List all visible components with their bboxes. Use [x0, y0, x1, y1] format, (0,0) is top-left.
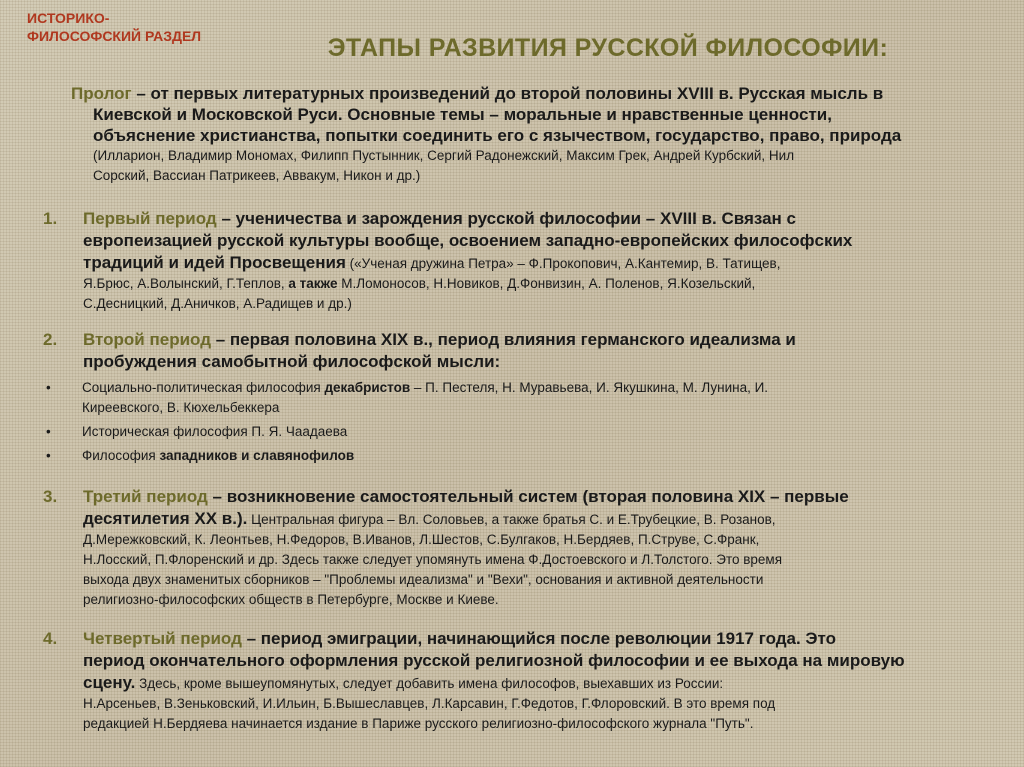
bullet-3-bold: западников и славянофилов [159, 448, 355, 463]
period-3-line2: десятилетия XX в.). [83, 509, 248, 528]
section-label-line2: ФИЛОСОФСКИЙ РАЗДЕЛ [27, 28, 202, 44]
bullet-2-text: Историческая философия П. Я. Чаадаева [82, 424, 348, 439]
period-3-small5: религиозно-философских обществ в Петербурге, Москве и Киеве. [83, 592, 499, 607]
period-4-small2: Н.Арсеньев, В.Зеньковский, И.Ильин, Б.Вышеславцев, Л.Карсавин, Г.Федотов, Г.Флоровский. В это время под [83, 696, 776, 711]
period-3-line1: – возникновение самостоятельный систем (вторая половина XIX – первые [207, 487, 849, 506]
list-item [40, 378, 980, 418]
period-1-small2c: М.Ломоносов, Н.Новиков, Д.Фонвизин, А. Поленов, Я.Козельский, [337, 276, 756, 291]
bullet-marker: • [46, 380, 51, 395]
period-1-number: 1. [43, 209, 58, 228]
period-4-small1: Здесь, кроме вышеупомянутых, следует добавить имена философов, выехавших из России: [135, 676, 724, 691]
prolog-line2: Киевской и Московской Руси. Основные темы – моральные и нравственные ценности, [93, 105, 832, 124]
period-3-term: Третий период [83, 487, 208, 506]
prolog-paragraph [71, 83, 976, 186]
period-1-small2a: Я.Брюс, А.Волынский, Г.Теплов, [83, 276, 289, 291]
period-2-term: Второй период [83, 330, 211, 349]
bullet-marker: • [46, 424, 51, 439]
list-item [40, 422, 980, 442]
section-label-line1: ИСТОРИКО- [27, 10, 110, 26]
period-1-line1: – ученичества и зарождения русской философии – XVIII в. Связан с [216, 209, 796, 228]
list-item [40, 446, 980, 466]
period-4-line2: период окончательного оформления русской религиозной философии и ее выхода на мировую [83, 651, 905, 670]
period-1-line3: традиций и идей Просвещения [83, 253, 346, 272]
period-1-small3: С.Десницкий, Д.Аничков, А.Радищев и др.) [83, 296, 352, 311]
period-3-small3: Н.Лосский, П.Флоренский и др. Здесь также следует упомянуть имена Ф.Достоевского и Л.Толстого. Это время [83, 552, 783, 567]
page-title: ЭТАПЫ РАЗВИТИЯ РУССКОЙ ФИЛОСОФИИ: [327, 34, 889, 62]
bullet-1-rest: – П. Пестеля, Н. Муравьева, И. Якушкина, М. Лунина, И. [410, 380, 769, 395]
period-3-small4: выхода двух знаменитых сборников – "Проблемы идеализма" и "Вехи", основания и активной деятельности [83, 572, 764, 587]
period-1-term: Первый период [83, 209, 217, 228]
period-1 [43, 208, 988, 314]
prolog-names1: (Илларион, Владимир Мономах, Филипп Пустынник, Сергий Радонежский, Максим Грек, Андрей Курбский, Нил [93, 148, 795, 163]
period-2 [43, 329, 988, 373]
period-4-line1: – период эмиграции, начинающийся после революции 1917 года. Это [241, 629, 837, 648]
period-1-small2b: а также [288, 276, 338, 291]
bullet-1-text: Социально-политическая философия [82, 380, 325, 395]
bullet-1-bold: декабристов [324, 380, 411, 395]
prolog-term: Пролог [71, 84, 132, 103]
period-2-number: 2. [43, 330, 58, 349]
period-1-line2: европеизацией русской культуры вообще, освоением западно-европейских философских [83, 231, 853, 250]
period-1-small1: («Ученая дружина Петра» – Ф.Прокопович, А.Кантемир, В. Татищев, [345, 256, 781, 271]
period-4-number: 4. [43, 629, 58, 648]
period-3-small2: Д.Мережковский, К. Леонтьев, Н.Федоров, В.Иванов, Л.Шестов, С.Булгаков, Н.Бердяев, П.Струве, С.Франк, [83, 532, 760, 547]
prolog-names2: Сорский, Вассиан Патрикеев, Аввакум, Никон и др.) [93, 168, 421, 183]
bullet-marker: • [46, 448, 51, 463]
period-2-line2: пробуждения самобытной философской мысли: [83, 352, 501, 371]
period-3-small1: Центральная фигура – Вл. Соловьев, а также братья С. и Е.Трубецкие, В. Розанов, [247, 512, 776, 527]
period-4-line3: сцену. [83, 673, 136, 692]
prolog-line3: объяснение христианства, попытки соединить его с язычеством, государство, право, природа [93, 126, 902, 145]
period-4 [43, 628, 988, 734]
bullet-1-line2: Киреевского, В. Кюхельбеккера [82, 400, 280, 415]
period-3-number: 3. [43, 487, 58, 506]
period-2-bullets [40, 378, 980, 470]
bullet-3-text: Философия [82, 448, 160, 463]
period-3 [43, 486, 988, 610]
period-4-small3: редакцией Н.Бердяева начинается издание в Париже русского религиозно-философского журнала "Путь". [83, 716, 754, 731]
period-4-term: Четвертый период [83, 629, 242, 648]
period-2-line1: – первая половина XIX в., период влияния германского идеализма и [211, 330, 796, 349]
prolog-line1: – от первых литературных произведений до второй половины XVIII в. Русская мысль в [131, 84, 884, 103]
section-label [27, 9, 201, 45]
